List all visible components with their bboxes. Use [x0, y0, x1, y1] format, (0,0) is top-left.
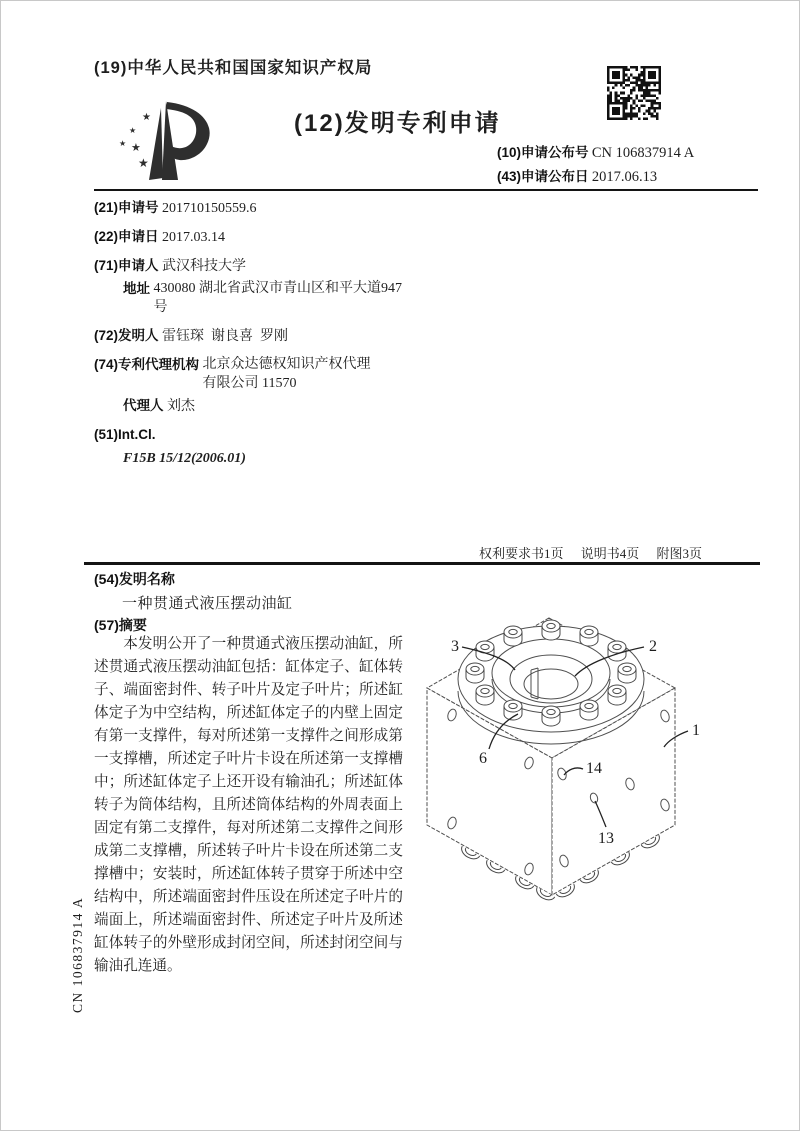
int-cl-row [94, 425, 434, 468]
qr-code-icon [607, 66, 661, 120]
publication-date-label: (43)申请公布日 [497, 169, 589, 184]
abstract-label: (57)摘要 [94, 617, 147, 633]
invention-title-label: (54)发明名称 [94, 571, 175, 587]
ref-numeral-6: 6 [479, 750, 487, 767]
agent-label: 代理人 [123, 398, 164, 413]
publication-info [497, 141, 694, 189]
ref-numeral-13: 13 [598, 830, 614, 847]
ref-numeral-1: 1 [692, 722, 700, 739]
svg-text:★: ★ [131, 142, 141, 154]
header-divider [94, 189, 758, 191]
application-number: 201710150559.6 [162, 201, 257, 216]
agency-row [94, 355, 434, 416]
svg-text:★: ★ [138, 156, 149, 170]
agency-label: (74)专利代理机构 [94, 357, 200, 372]
application-date-label: (22)申请日 [94, 229, 159, 244]
address-value: 430080 湖北省武汉市青山区和平大道947号 [153, 281, 402, 315]
drawings-pages: 附图3页 [656, 546, 702, 561]
publication-number-row [497, 141, 694, 165]
application-number-label: (21)申请号 [94, 200, 159, 215]
svg-text:★: ★ [119, 139, 127, 148]
inventors-label: (72)发明人 [94, 328, 159, 343]
applicant-label: (71)申请人 [94, 258, 159, 273]
ref-numeral-2: 2 [649, 638, 657, 655]
patent-drawing [417, 603, 797, 914]
agency-name: 北京众达德权知识产权代理有限公司 11570 [202, 357, 371, 391]
description-pages: 说明书4页 [580, 546, 640, 561]
agent-row [94, 396, 434, 416]
document-type-title: (12)发明专利申请 [294, 110, 501, 137]
publication-number-label: (10)申请公布号 [497, 145, 589, 160]
inventors-row [94, 326, 434, 346]
applicant-row [94, 256, 434, 317]
publication-date-row [497, 165, 694, 189]
publication-number: CN 106837914 A [591, 145, 695, 161]
section-divider [84, 562, 760, 565]
ref-numeral-14: 14 [586, 760, 602, 777]
svg-text:★: ★ [129, 126, 137, 135]
sipo-logo-icon [114, 88, 232, 193]
address-label: 地址 [123, 281, 150, 296]
inventors-names: 雷钰琛 谢良喜 罗刚 [162, 329, 289, 344]
svg-text:★: ★ [142, 112, 151, 123]
abstract-text: 本发明公开了一种贯通式液压摆动油缸，所述贯通式液压摆动油缸包括：缸体定子、缸体转子、端面密封件、转子叶片及定子叶片；所述缸体定子为中空结构，所述缸体定子的内壁上固定有第一支撑件，每对所述第一支撑件之间形成第一支撑槽，所述定子叶片卡设在所述第一支撑槽中；所述缸体定子上还开设有输油孔；所述缸体转子为筒体结构，且所述筒体结构的外周表面上固定有第二支撑件，每对所述第二支撑件之间形成第二支撑槽，所述转子叶片卡设在所述第二支撑槽中；安装时，所述缸体转子贯穿于所述中空结构中，所述端面密封件压设在所述定子叶片的端面上，所述端面密封件、所述定子叶片及所述缸体转子的外壁形成封闭空间，所述封闭空间与输油孔连通。 [94, 636, 403, 974]
shaft [524, 669, 578, 699]
application-date: 2017.03.14 [162, 230, 226, 245]
page-counts [420, 543, 702, 562]
side-publication-number: CN 106837914 A [70, 896, 85, 1013]
invention-title: 一种贯通式液压摆动油缸 [122, 596, 293, 612]
application-date-row [94, 227, 434, 247]
publication-date: 2017.06.13 [591, 169, 658, 185]
bibliographic-data [94, 198, 434, 477]
applicant-address-row [94, 279, 434, 317]
int-cl-value: F15B 15/12(2006.01) [123, 451, 246, 466]
patent-office-name: (19)中华人民共和国国家知识产权局 [94, 59, 373, 77]
agent-name: 刘杰 [167, 399, 195, 414]
applicant-name: 武汉科技大学 [162, 259, 247, 274]
claims-pages: 权利要求书1页 [478, 546, 564, 561]
int-cl-label: (51)Int.Cl. [94, 427, 156, 442]
application-number-row [94, 198, 434, 218]
ref-numeral-3: 3 [451, 638, 459, 655]
